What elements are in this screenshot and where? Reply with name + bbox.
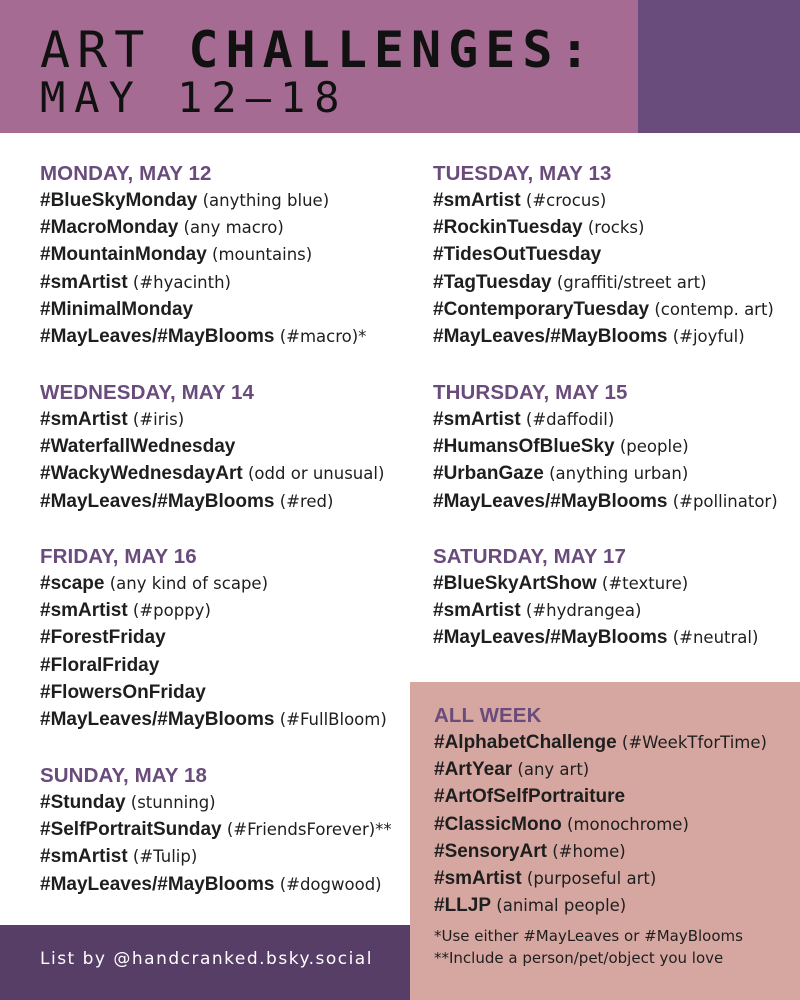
day-wednesday xyxy=(40,379,410,515)
challenge-item xyxy=(433,214,800,241)
hashtag-description: (monochrome) xyxy=(561,814,689,834)
hashtag-description: (#macro)* xyxy=(274,326,367,346)
hashtag-description: (purposeful art) xyxy=(521,868,657,888)
hashtag-description: (#iris) xyxy=(127,410,185,429)
challenge-item xyxy=(433,323,800,350)
hashtag-description: (#Tulip) xyxy=(127,847,198,867)
day-tuesday xyxy=(433,160,800,350)
hashtag-description: (contemp. art) xyxy=(649,299,774,319)
hashtag[interactable]: #MountainMonday xyxy=(40,244,207,266)
hashtag-description: (graffiti/street art) xyxy=(551,272,707,292)
challenge-item xyxy=(433,241,800,268)
hashtag-description: (#daffodil) xyxy=(520,410,615,429)
challenge-item xyxy=(40,488,410,515)
challenge-item xyxy=(433,488,800,515)
day-sunday xyxy=(40,762,410,898)
hashtag[interactable]: #TidesOutTuesday xyxy=(433,244,602,266)
hashtag-description: (#FriendsForever)** xyxy=(221,820,392,840)
challenge-item xyxy=(40,269,410,296)
hashtag-description: (#home) xyxy=(547,841,626,861)
day-heading: SUNDAY, MAY 18 xyxy=(40,764,208,787)
hashtag-description: (any macro) xyxy=(178,218,284,238)
challenge-item xyxy=(434,892,800,919)
hashtag-description: (#WeekTforTime) xyxy=(616,733,767,752)
hashtag-description: (rocks) xyxy=(582,218,645,238)
hashtag[interactable]: #MayLeaves/#MayBlooms xyxy=(40,490,275,512)
day-heading: FRIDAY, MAY 16 xyxy=(40,545,197,568)
challenge-item xyxy=(433,406,800,433)
hashtag-description: (any kind of scape) xyxy=(104,574,269,593)
challenge-item xyxy=(40,433,410,460)
hashtag[interactable]: #MayLeaves/#MayBlooms xyxy=(40,325,275,347)
day-thursday xyxy=(433,379,800,515)
hashtag[interactable]: #smArtist xyxy=(40,271,128,293)
hashtag-description: (anything blue) xyxy=(197,191,330,210)
challenge-item xyxy=(40,570,410,597)
hashtag[interactable]: #TagTuesday xyxy=(433,271,552,293)
challenge-item xyxy=(434,865,800,892)
challenge-item xyxy=(434,838,800,865)
hashtag[interactable]: #RockinTuesday xyxy=(433,217,583,239)
challenge-item xyxy=(40,460,410,487)
challenge-item xyxy=(40,652,410,679)
day-monday xyxy=(40,160,410,350)
hashtag[interactable]: #SelfPortraitSunday xyxy=(40,819,222,841)
challenge-item xyxy=(40,871,410,898)
hashtag[interactable]: #HumansOfBlueSky xyxy=(433,436,615,458)
all-week-heading: ALL WEEK xyxy=(434,704,542,727)
title-word-art: ART xyxy=(40,21,152,79)
hashtag-description: (#red) xyxy=(274,491,334,511)
challenge-item xyxy=(433,433,800,460)
hashtag[interactable]: #FloralFriday xyxy=(40,654,160,676)
challenge-item xyxy=(433,187,800,214)
hashtag[interactable]: #LLJP xyxy=(434,895,492,917)
challenge-item xyxy=(40,406,410,433)
hashtag[interactable]: #smArtist xyxy=(433,600,521,622)
challenge-item xyxy=(434,729,800,756)
hashtag[interactable]: #smArtist xyxy=(40,846,128,868)
hashtag[interactable]: #MinimalMonday xyxy=(40,298,194,320)
footnotes xyxy=(434,925,794,969)
challenge-item xyxy=(433,570,800,597)
day-heading: SATURDAY, MAY 17 xyxy=(433,545,627,568)
challenge-item xyxy=(40,296,410,323)
hashtag-description: (#FullBloom) xyxy=(274,709,387,729)
hashtag[interactable]: #MayLeaves/#MayBlooms xyxy=(433,490,668,512)
challenge-item xyxy=(40,597,410,624)
page-subtitle: MAY 12–18 xyxy=(40,73,349,122)
hashtag[interactable]: #WaterfallWednesday xyxy=(40,436,236,458)
challenge-item xyxy=(434,811,800,838)
day-heading: WEDNESDAY, MAY 14 xyxy=(40,381,254,404)
hashtag-description: (people) xyxy=(614,437,689,457)
hashtag-description: (odd or unusual) xyxy=(242,464,385,484)
hashtag-description: (#poppy) xyxy=(127,601,211,621)
hashtag[interactable]: #SensoryArt xyxy=(434,840,547,862)
challenge-item xyxy=(433,269,800,296)
all-week-panel xyxy=(410,682,800,1000)
author-credit[interactable]: List by @handcranked.bsky.social xyxy=(40,949,373,969)
header-accent-block xyxy=(638,0,800,133)
hashtag[interactable]: #ArtOfSelfPortraiture xyxy=(434,786,626,808)
hashtag[interactable]: #UrbanGaze xyxy=(433,463,544,485)
hashtag-description: (#hydrangea) xyxy=(520,601,642,621)
hashtag[interactable]: #AlphabetChallenge xyxy=(434,732,617,753)
hashtag[interactable]: #BlueSkyMonday xyxy=(40,190,198,211)
challenge-item xyxy=(40,789,410,816)
challenge-item xyxy=(40,816,410,843)
hashtag[interactable]: #WackyWednesdayArt xyxy=(40,463,243,485)
challenge-item xyxy=(434,783,800,810)
challenge-item xyxy=(40,241,410,268)
challenge-item xyxy=(434,756,800,783)
hashtag[interactable]: #smArtist xyxy=(433,190,521,211)
hashtag[interactable]: #MacroMonday xyxy=(40,217,179,239)
hashtag-description: (stunning) xyxy=(125,793,216,812)
hashtag-description: (#pollinator) xyxy=(667,491,778,511)
challenge-item xyxy=(40,214,410,241)
header-banner xyxy=(0,0,638,133)
hashtag[interactable]: #scape xyxy=(40,573,105,594)
day-friday xyxy=(40,543,410,733)
challenge-item xyxy=(40,843,410,870)
day-saturday xyxy=(433,543,800,652)
page-title xyxy=(40,22,597,78)
challenge-item xyxy=(40,323,410,350)
challenge-item xyxy=(40,679,410,706)
hashtag-description: (mountains) xyxy=(206,245,313,265)
footnote-single-asterisk: *Use either #MayLeaves or #MayBlooms xyxy=(434,927,743,945)
all-week-list xyxy=(434,702,800,919)
challenge-item xyxy=(433,597,800,624)
hashtag[interactable]: #Stunday xyxy=(40,792,126,813)
hashtag[interactable]: #ArtYear xyxy=(434,759,513,781)
hashtag-description: (any art) xyxy=(512,760,590,780)
challenge-item xyxy=(40,706,410,733)
day-heading: MONDAY, MAY 12 xyxy=(40,162,212,185)
hashtag-description: (#neutral) xyxy=(667,628,759,648)
hashtag[interactable]: #ContemporaryTuesday xyxy=(433,298,650,320)
hashtag-description: (#crocus) xyxy=(520,191,607,210)
hashtag[interactable]: #BlueSkyArtShow xyxy=(433,573,597,594)
title-word-challenges: CHALLENGES: xyxy=(188,21,597,79)
hashtag[interactable]: #smArtist xyxy=(433,409,521,430)
hashtag[interactable]: #smArtist xyxy=(40,409,128,430)
day-heading: TUESDAY, MAY 13 xyxy=(433,162,612,185)
hashtag[interactable]: #MayLeaves/#MayBlooms xyxy=(433,627,668,649)
footer-banner xyxy=(0,925,410,1000)
challenge-item xyxy=(40,187,410,214)
hashtag-description: (#joyful) xyxy=(667,326,745,346)
challenge-item xyxy=(433,624,800,651)
hashtag[interactable]: #ClassicMono xyxy=(434,813,562,835)
challenge-item xyxy=(433,296,800,323)
hashtag[interactable]: #MayLeaves/#MayBlooms xyxy=(40,873,275,895)
challenge-item xyxy=(433,460,800,487)
hashtag-description: (anything urban) xyxy=(543,464,689,484)
hashtag-description: (animal people) xyxy=(491,896,627,916)
day-heading: THURSDAY, MAY 15 xyxy=(433,381,628,404)
hashtag[interactable]: #smArtist xyxy=(434,867,522,889)
hashtag[interactable]: #FlowersOnFriday xyxy=(40,681,206,703)
challenge-item xyxy=(40,624,410,651)
hashtag[interactable]: #smArtist xyxy=(40,600,128,622)
hashtag-description: (#hyacinth) xyxy=(127,272,231,292)
hashtag[interactable]: #MayLeaves/#MayBlooms xyxy=(433,325,668,347)
footnote-double-asterisk: **Include a person/pet/object you love xyxy=(434,949,724,967)
hashtag-description: (#dogwood) xyxy=(274,874,382,894)
hashtag[interactable]: #MayLeaves/#MayBlooms xyxy=(40,708,275,730)
hashtag-description: (#texture) xyxy=(596,574,689,593)
hashtag[interactable]: #ForestFriday xyxy=(40,627,166,649)
